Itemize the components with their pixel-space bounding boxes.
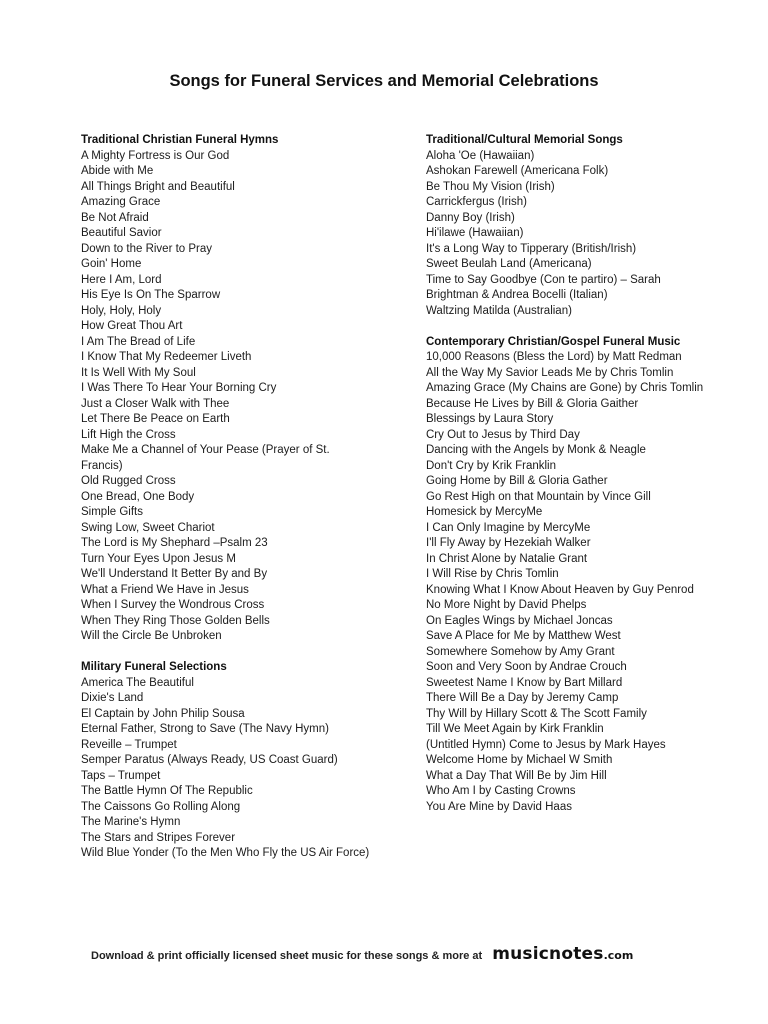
- song-item: Thy Will by Hillary Scott & The Scott Family: [426, 707, 647, 720]
- song-item: All Things Bright and Beautiful: [81, 180, 235, 193]
- song-item: Will the Circle Be Unbroken: [81, 630, 222, 642]
- song-item: (Untitled Hymn) Come to Jesus by Mark Hayes: [426, 738, 666, 751]
- song-item: Just a Closer Walk with Thee: [81, 397, 230, 410]
- song-item: On Eagles Wings by Michael Joncas: [426, 614, 613, 627]
- song-item: Ashokan Farewell (Americana Folk): [426, 165, 609, 177]
- song-item: When I Survey the Wondrous Cross: [81, 599, 265, 611]
- song-item: Lift High the Cross: [81, 428, 176, 441]
- section-military: [81, 660, 411, 862]
- song-item: Holy, Holy, Holy: [81, 304, 162, 317]
- song-item: Save A Place for Me by Matthew West: [426, 630, 621, 642]
- song-item: The Stars and Stripes Forever: [81, 831, 236, 844]
- song-item: Blessings by Laura Story: [426, 413, 554, 425]
- song-item: Turn Your Eyes Upon Jesus M: [81, 552, 236, 565]
- song-item: I Was There To Hear Your Borning Cry: [81, 382, 277, 394]
- song-list: [426, 350, 756, 815]
- song-item: The Battle Hymn Of The Republic: [81, 785, 253, 797]
- section-cultural: [426, 133, 756, 319]
- song-item: Make Me a Channel of Your Pease (Prayer of St. Francis): [81, 444, 330, 472]
- song-item: Because He Lives by Bill & Gloria Gaither: [426, 397, 639, 410]
- song-item: Who Am I by Casting Crowns: [426, 785, 576, 797]
- song-item: Hi'ilawe (Hawaiian): [426, 227, 524, 239]
- song-item: It Is Well With My Soul: [81, 366, 196, 379]
- song-item: I'll Fly Away by Hezekiah Walker: [426, 537, 591, 549]
- song-item: All the Way My Savior Leads Me by Chris Tomlin: [426, 366, 674, 379]
- song-item: The Marine's Hymn: [81, 816, 181, 828]
- song-item: What a Friend We Have in Jesus: [81, 583, 249, 596]
- song-item: We'll Understand It Better By and By: [81, 568, 268, 580]
- song-item: Homesick by MercyMe: [426, 506, 543, 518]
- song-item: Go Rest High on that Mountain by Vince Gill: [426, 490, 651, 503]
- logo-tld: .com: [603, 949, 634, 962]
- song-item: You Are Mine by David Haas: [426, 800, 572, 813]
- song-item: Old Rugged Cross: [81, 475, 176, 487]
- song-item: 10,000 Reasons (Bless the Lord) by Matt Redman: [426, 351, 682, 363]
- song-item: Carrickfergus (Irish): [426, 196, 527, 208]
- song-item: It's a Long Way to Tipperary (British/Irish): [426, 242, 637, 255]
- song-item: Taps – Trumpet: [81, 769, 161, 782]
- song-item: Amazing Grace (My Chains are Gone) by Chris Tomlin: [426, 382, 704, 394]
- song-item: I Will Rise by Chris Tomlin: [426, 568, 559, 580]
- left-column: [81, 133, 411, 877]
- song-item: No More Night by David Phelps: [426, 599, 587, 611]
- song-item: When They Ring Those Golden Bells: [81, 614, 270, 627]
- song-item: Going Home by Bill & Gloria Gather: [426, 475, 608, 487]
- song-item: Soon and Very Soon by Andrae Crouch: [426, 661, 627, 673]
- song-item: Be Thou My Vision (Irish): [426, 180, 555, 193]
- song-item: How Great Thou Art: [81, 320, 183, 332]
- song-item: Amazing Grace: [81, 196, 161, 208]
- song-item: Dancing with the Angels by Monk & Neagle: [426, 444, 646, 456]
- song-item: Somewhere Somehow by Amy Grant: [426, 645, 615, 658]
- section-heading: Contemporary Christian/Gospel Funeral Music: [426, 335, 681, 348]
- section-heading: Military Funeral Selections: [81, 661, 227, 673]
- footer-text: Download & print officially licensed sheet music for these songs & more at: [91, 950, 483, 962]
- section-traditional-hymns: [81, 133, 411, 645]
- song-item: Be Not Afraid: [81, 211, 149, 224]
- song-item: Sweetest Name I Know by Bart Millard: [426, 676, 623, 689]
- song-item: I Am The Bread of Life: [81, 335, 196, 348]
- song-item: Simple Gifts: [81, 506, 143, 518]
- song-item: A Mighty Fortress is Our God: [81, 149, 230, 162]
- musicnotes-logo[interactable]: [492, 944, 633, 964]
- section-contemporary: [426, 335, 756, 816]
- song-item: Welcome Home by Michael W Smith: [426, 754, 613, 766]
- song-item: What a Day That Will Be by Jim Hill: [426, 769, 607, 782]
- page-title: Songs for Funeral Services and Memorial Celebrations: [169, 72, 599, 90]
- song-item: Time to Say Goodbye (Con te partiro) – Sarah Brightman & Andrea Bocelli (Italian): [426, 273, 661, 301]
- song-item: Let There Be Peace on Earth: [81, 413, 230, 425]
- song-item: Abide with Me: [81, 165, 154, 177]
- song-item: Sweet Beulah Land (Americana): [426, 258, 592, 270]
- song-item: Wild Blue Yonder (To the Men Who Fly the US Air Force): [81, 847, 370, 859]
- right-column: [426, 133, 756, 831]
- song-list: [81, 149, 411, 645]
- song-item: Waltzing Matilda (Australian): [426, 304, 572, 317]
- song-item: There Will Be a Day by Jeremy Camp: [426, 692, 619, 704]
- song-item: Beautiful Savior: [81, 227, 162, 239]
- song-item: Don't Cry by Krik Franklin: [426, 459, 557, 472]
- section-heading: Traditional/Cultural Memorial Songs: [426, 134, 623, 146]
- song-item: Till We Meet Again by Kirk Franklin: [426, 723, 604, 735]
- song-item: Down to the River to Pray: [81, 242, 213, 255]
- song-item: Goin' Home: [81, 258, 142, 270]
- song-item: The Caissons Go Rolling Along: [81, 800, 241, 813]
- section-heading: Traditional Christian Funeral Hymns: [81, 134, 279, 146]
- song-list: [426, 149, 756, 320]
- logo-main: musicnotes: [492, 944, 604, 964]
- song-item: In Christ Alone by Natalie Grant: [426, 552, 588, 565]
- song-item: America The Beautiful: [81, 676, 194, 689]
- song-item: Eternal Father, Strong to Save (The Navy Hymn): [81, 723, 329, 735]
- song-item: I Know That My Redeemer Liveth: [81, 351, 252, 363]
- song-item: Dixie's Land: [81, 692, 144, 704]
- song-item: Aloha 'Oe (Hawaiian): [426, 149, 535, 162]
- footer: [91, 944, 633, 964]
- song-item: One Bread, One Body: [81, 490, 195, 503]
- song-item: Semper Paratus (Always Ready, US Coast Guard): [81, 754, 338, 766]
- song-item: Here I Am, Lord: [81, 273, 162, 286]
- song-item: Cry Out to Jesus by Third Day: [426, 428, 580, 441]
- song-item: I Can Only Imagine by MercyMe: [426, 521, 591, 534]
- song-item: Reveille – Trumpet: [81, 738, 177, 751]
- song-item: Knowing What I Know About Heaven by Guy Penrod: [426, 583, 694, 596]
- song-item: His Eye Is On The Sparrow: [81, 289, 221, 301]
- song-list: [81, 676, 411, 862]
- song-item: Swing Low, Sweet Chariot: [81, 521, 215, 534]
- song-item: The Lord is My Shephard –Psalm 23: [81, 537, 268, 549]
- song-item: Danny Boy (Irish): [426, 211, 515, 224]
- song-item: El Captain by John Philip Sousa: [81, 707, 245, 720]
